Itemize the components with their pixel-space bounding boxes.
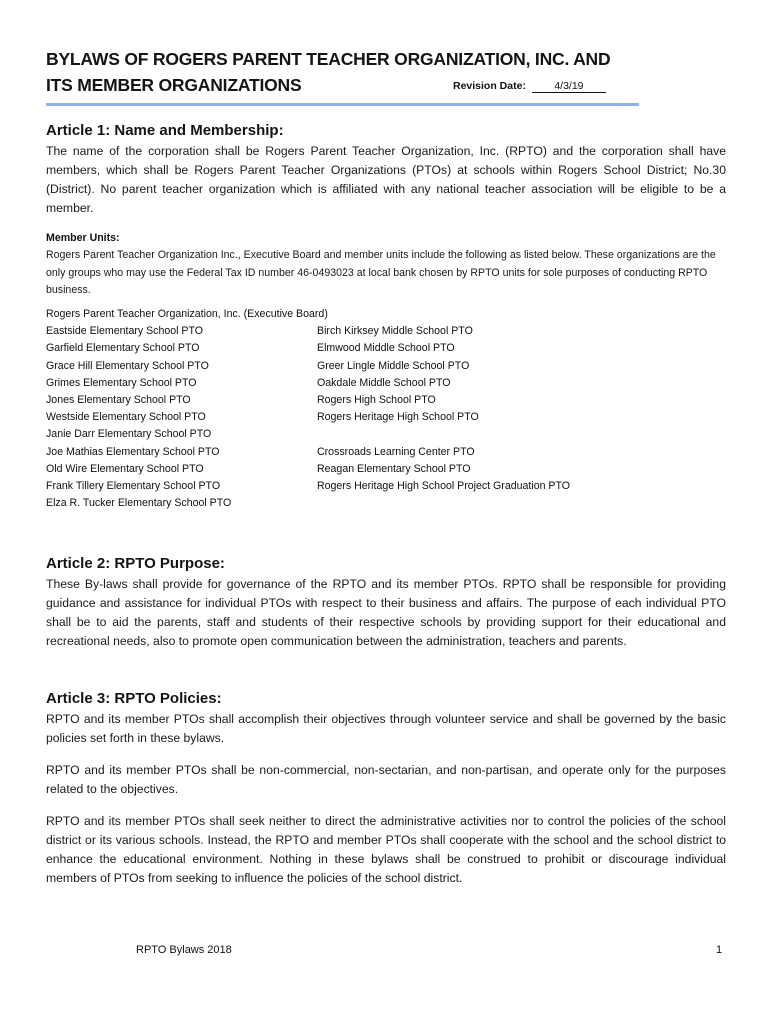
member-unit-item: Joe Mathias Elementary School PTO [46,445,220,458]
revision-date-label: Revision Date: [453,80,526,92]
footer-page-number: 1 [716,944,723,956]
member-unit-item: Reagan Elementary School PTO [317,462,471,475]
member-unit-item: Rogers Heritage High School Project Graduation PTO [317,479,571,492]
member-unit-item: Old Wire Elementary School PTO [46,462,204,475]
article-1-heading: Article 1: Name and Membership: [46,122,284,139]
member-unit-item [317,426,570,443]
article-3-heading: Article 3: RPTO Policies: [46,690,222,707]
document-title-line-2: ITS MEMBER ORGANIZATIONS [46,75,302,95]
member-unit-item: Rogers Parent Teacher Organization, Inc. (Executive Board) [46,308,328,320]
member-unit-item: Garfield Elementary School PTO [46,342,200,355]
member-unit-item: Westside Elementary School PTO [46,411,206,424]
article-3-paragraph-1: RPTO and its member PTOs shall accomplish their objectives through volunteer service and shall be governed by the basic policies set forth in these bylaws. [46,712,726,745]
article-1-body: The name of the corporation shall be Rogers Parent Teacher Organization, Inc. (RPTO) and the corporation shall have members, which shall be Rogers Parent Teacher Organizations (PTOs) at schools within Rogers School District; No.30 (District). No parent teacher organization which is affiliated with any national teacher association will be eligible to be a member. [46,144,726,215]
article-3-paragraph-3: RPTO and its member PTOs shall seek neither to direct the administrative activities nor to control the policies of the school district or its various schools. Instead, the RPTO and member PTOs shall cooperate with the school and the school district to enhance the educational environment. Nothing in these bylaws shall be construed to prohibit or discourage individual members of PTOs from seeking to influence the policies of the school district. [46,814,726,885]
member-unit-item [317,306,570,323]
document-title-line-1: BYLAWS OF ROGERS PARENT TEACHER ORGANIZATION, INC. AND [46,49,611,69]
revision-date-value: 4/3/19 [532,80,606,93]
header-rule [46,103,639,106]
member-unit-item: Grimes Elementary School PTO [46,376,197,389]
article-2-heading: Article 2: RPTO Purpose: [46,555,225,572]
member-unit-item: Eastside Elementary School PTO [46,325,204,338]
article-2-body: These By-laws shall provide for governance of the RPTO and its member PTOs. RPTO shall be responsible for providing guidance and assistance for individual PTOs with respect to their business and affairs. The purpose of each individual PTO shall be to aid the parents, staff and students of their respective schools by providing support for their educational and recreational needs, also to promote open communication between the administration, teachers and parents. [46,577,726,648]
member-unit-item: Birch Kirksey Middle School PTO [317,325,473,338]
article-3-paragraph-2: RPTO and its member PTOs shall be non-commercial, non-sectarian, and non-partisan, and operate only for the purposes related to the objectives. [46,763,726,796]
member-unit-item: Rogers Heritage High School PTO [317,411,479,424]
member-units-body: Rogers Parent Teacher Organization Inc., Executive Board and member units include the following as listed below. These organizations are the only groups who may use the Federal Tax ID number 46-0493023 at local bank chosen by RPTO units for sole purposes of conducting RPTO business. [46,249,716,296]
member-unit-item: Crossroads Learning Center PTO [317,445,475,458]
member-unit-item: Elza R. Tucker Elementary School PTO [46,497,232,510]
member-units-list-left [46,306,328,512]
footer-document-name: RPTO Bylaws 2018 [136,944,232,956]
member-unit-item: Oakdale Middle School PTO [317,376,451,389]
member-units-heading: Member Units: [46,232,120,244]
member-unit-item: Janie Darr Elementary School PTO [46,428,212,441]
member-units-list-right [317,306,570,495]
member-unit-item: Greer Lingle Middle School PTO [317,359,470,372]
member-unit-item: Grace Hill Elementary School PTO [46,359,209,372]
member-unit-item: Elmwood Middle School PTO [317,342,455,355]
member-unit-item: Rogers High School PTO [317,393,436,406]
member-unit-item: Frank Tillery Elementary School PTO [46,479,221,492]
member-unit-item: Jones Elementary School PTO [46,393,191,406]
revision-date-block [453,80,606,93]
